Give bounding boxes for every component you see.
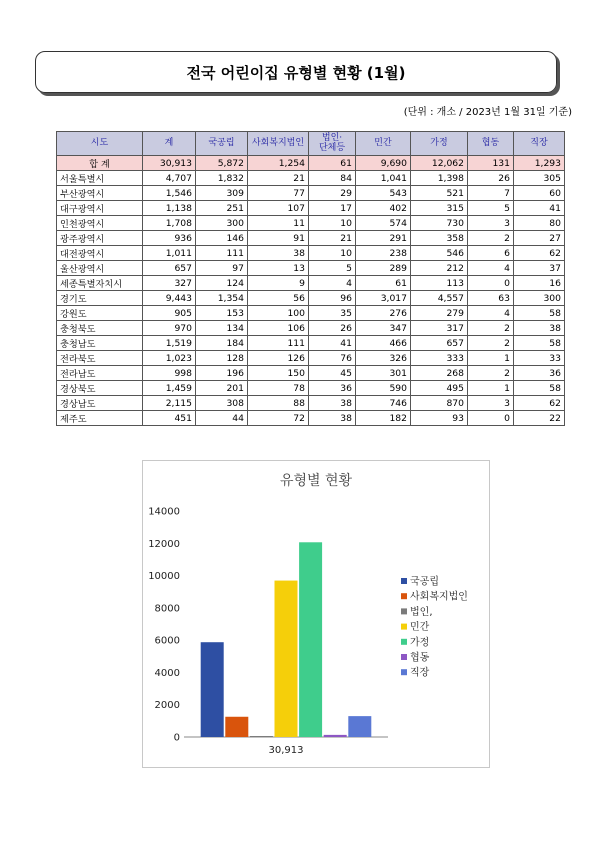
value-cell: 11 [248,216,309,231]
total-label: 합 계 [57,156,143,171]
value-cell: 327 [143,276,196,291]
y-tick-label: 8000 [154,603,180,615]
region-cell: 서울특별시 [57,171,143,186]
value-cell: 27 [514,231,565,246]
value-cell: 347 [356,321,411,336]
legend-label: 사회복지법인 [410,591,468,603]
value-cell: 72 [248,411,309,426]
value-cell: 1,459 [143,381,196,396]
bar-민간 [275,581,298,737]
legend-swatch [401,654,407,660]
bar-chart [143,461,489,767]
value-cell: 17 [309,201,356,216]
value-cell: 0 [468,276,514,291]
legend-label: 국공립 [410,576,439,588]
value-cell: 196 [196,366,248,381]
value-cell: 6 [468,246,514,261]
value-cell: 998 [143,366,196,381]
value-cell: 44 [196,411,248,426]
table-row [57,291,565,306]
value-cell: 4 [468,306,514,321]
total-cell: 30,913 [143,156,196,171]
value-cell: 88 [248,396,309,411]
value-cell: 37 [514,261,565,276]
region-cell: 전라남도 [57,366,143,381]
total-cell: 1,293 [514,156,565,171]
y-tick-label: 6000 [154,635,180,647]
value-cell: 279 [411,306,468,321]
value-cell: 495 [411,381,468,396]
value-cell: 1,708 [143,216,196,231]
value-cell: 521 [411,186,468,201]
value-cell: 358 [411,231,468,246]
value-cell: 301 [356,366,411,381]
table-row [57,321,565,336]
value-cell: 146 [196,231,248,246]
value-cell: 29 [309,186,356,201]
table-row [57,381,565,396]
legend-swatch [401,608,407,614]
value-cell: 315 [411,201,468,216]
table-row [57,366,565,381]
value-cell: 13 [248,261,309,276]
page-title-box [35,51,557,93]
value-cell: 1,138 [143,201,196,216]
region-cell: 충청남도 [57,336,143,351]
value-cell: 7 [468,186,514,201]
table-row [57,336,565,351]
value-cell: 268 [411,366,468,381]
value-cell: 93 [411,411,468,426]
value-cell: 113 [411,276,468,291]
value-cell: 80 [514,216,565,231]
value-cell: 35 [309,306,356,321]
value-cell: 543 [356,186,411,201]
value-cell: 1 [468,381,514,396]
value-cell: 124 [196,276,248,291]
value-cell: 150 [248,366,309,381]
value-cell: 10 [309,246,356,261]
total-cell: 61 [309,156,356,171]
total-cell: 1,254 [248,156,309,171]
value-cell: 111 [196,246,248,261]
value-cell: 309 [196,186,248,201]
value-cell: 21 [309,231,356,246]
value-cell: 38 [514,321,565,336]
y-tick-label: 14000 [148,506,180,518]
value-cell: 905 [143,306,196,321]
bar-가정 [299,542,322,737]
value-cell: 5 [309,261,356,276]
value-cell: 58 [514,306,565,321]
value-cell: 134 [196,321,248,336]
table-row [57,216,565,231]
value-cell: 1,011 [143,246,196,261]
legend-label: 법인, [410,606,433,618]
y-tick-label: 0 [173,732,180,744]
value-cell: 4 [468,261,514,276]
value-cell: 1,354 [196,291,248,306]
legend-swatch [401,578,407,584]
bar-국공립 [201,642,224,737]
value-cell: 9 [248,276,309,291]
total-cell: 131 [468,156,514,171]
legend-swatch [401,639,407,645]
x-category-label: 30,913 [268,745,304,756]
value-cell: 1,023 [143,351,196,366]
column-header: 직장 [514,132,565,156]
value-cell: 2 [468,366,514,381]
value-cell: 3,017 [356,291,411,306]
table-row [57,351,565,366]
value-cell: 0 [468,411,514,426]
value-cell: 58 [514,336,565,351]
bar-법인, [250,736,273,737]
value-cell: 26 [468,171,514,186]
value-cell: 128 [196,351,248,366]
value-cell: 63 [468,291,514,306]
value-cell: 300 [514,291,565,306]
value-cell: 1,519 [143,336,196,351]
value-cell: 326 [356,351,411,366]
value-cell: 36 [514,366,565,381]
value-cell: 62 [514,246,565,261]
column-header: 법인· 단체등 [309,132,356,156]
value-cell: 41 [309,336,356,351]
value-cell: 4,707 [143,171,196,186]
table-row [57,171,565,186]
value-cell: 84 [309,171,356,186]
value-cell: 251 [196,201,248,216]
region-cell: 광주광역시 [57,231,143,246]
region-cell: 대구광역시 [57,201,143,216]
value-cell: 3 [468,216,514,231]
chart-panel [142,460,490,768]
region-cell: 부산광역시 [57,186,143,201]
value-cell: 3 [468,396,514,411]
value-cell: 16 [514,276,565,291]
y-tick-label: 12000 [148,538,180,550]
value-cell: 590 [356,381,411,396]
value-cell: 182 [356,411,411,426]
value-cell: 96 [309,291,356,306]
value-cell: 10 [309,216,356,231]
table-row [57,231,565,246]
value-cell: 2 [468,336,514,351]
value-cell: 26 [309,321,356,336]
value-cell: 97 [196,261,248,276]
value-cell: 305 [514,171,565,186]
value-cell: 2,115 [143,396,196,411]
legend-swatch [401,593,407,599]
region-cell: 울산광역시 [57,261,143,276]
column-header: 국공립 [196,132,248,156]
value-cell: 212 [411,261,468,276]
value-cell: 21 [248,171,309,186]
value-cell: 153 [196,306,248,321]
value-cell: 5 [468,201,514,216]
value-cell: 1,832 [196,171,248,186]
legend-label: 가정 [410,637,430,649]
region-cell: 강원도 [57,306,143,321]
value-cell: 1,041 [356,171,411,186]
y-tick-label: 2000 [154,700,180,712]
value-cell: 730 [411,216,468,231]
value-cell: 107 [248,201,309,216]
table-row [57,306,565,321]
value-cell: 58 [514,381,565,396]
unit-note: (단위 : 개소 / 2023년 1월 31일 기준) [403,107,572,118]
value-cell: 56 [248,291,309,306]
region-cell: 경상북도 [57,381,143,396]
value-cell: 62 [514,396,565,411]
value-cell: 126 [248,351,309,366]
y-tick-label: 10000 [148,571,180,583]
legend-swatch [401,669,407,675]
value-cell: 38 [309,396,356,411]
value-cell: 184 [196,336,248,351]
value-cell: 9,443 [143,291,196,306]
value-cell: 38 [309,411,356,426]
value-cell: 936 [143,231,196,246]
region-cell: 경기도 [57,291,143,306]
region-cell: 제주도 [57,411,143,426]
value-cell: 657 [411,336,468,351]
legend-label: 협동 [410,652,430,664]
value-cell: 1,546 [143,186,196,201]
bar-직장 [348,716,371,737]
total-cell: 12,062 [411,156,468,171]
column-header: 계 [143,132,196,156]
value-cell: 2 [468,321,514,336]
table-row [57,246,565,261]
legend-label: 직장 [410,667,430,679]
bar-사회복지법인 [225,717,248,737]
y-tick-label: 4000 [154,667,180,679]
value-cell: 402 [356,201,411,216]
value-cell: 289 [356,261,411,276]
value-cell: 2 [468,231,514,246]
value-cell: 111 [248,336,309,351]
value-cell: 300 [196,216,248,231]
value-cell: 276 [356,306,411,321]
total-cell: 9,690 [356,156,411,171]
page-title: 전국 어린이집 유형별 현황 (1월) [186,63,406,82]
value-cell: 45 [309,366,356,381]
daycare-stats-table [56,131,565,426]
value-cell: 4,557 [411,291,468,306]
value-cell: 4 [309,276,356,291]
value-cell: 201 [196,381,248,396]
table-row [57,276,565,291]
table-row [57,396,565,411]
bar-협동 [324,735,347,737]
column-header: 가정 [411,132,468,156]
total-cell: 5,872 [196,156,248,171]
value-cell: 291 [356,231,411,246]
value-cell: 466 [356,336,411,351]
region-cell: 경상남도 [57,396,143,411]
value-cell: 77 [248,186,309,201]
value-cell: 746 [356,396,411,411]
table-header-row [57,132,565,156]
value-cell: 22 [514,411,565,426]
region-cell: 전라북도 [57,351,143,366]
value-cell: 333 [411,351,468,366]
value-cell: 970 [143,321,196,336]
value-cell: 78 [248,381,309,396]
table-row [57,186,565,201]
value-cell: 870 [411,396,468,411]
value-cell: 41 [514,201,565,216]
legend-label: 민간 [410,622,430,634]
value-cell: 60 [514,186,565,201]
value-cell: 38 [248,246,309,261]
value-cell: 106 [248,321,309,336]
value-cell: 1 [468,351,514,366]
value-cell: 238 [356,246,411,261]
value-cell: 308 [196,396,248,411]
value-cell: 100 [248,306,309,321]
value-cell: 317 [411,321,468,336]
table-row [57,411,565,426]
region-cell: 인천광역시 [57,216,143,231]
value-cell: 657 [143,261,196,276]
region-cell: 충청북도 [57,321,143,336]
value-cell: 61 [356,276,411,291]
table-row [57,201,565,216]
column-header: 사회복지법인 [248,132,309,156]
column-header: 민간 [356,132,411,156]
table-row [57,261,565,276]
value-cell: 36 [309,381,356,396]
value-cell: 33 [514,351,565,366]
value-cell: 574 [356,216,411,231]
chart-title: 유형별 현황 [279,473,353,489]
value-cell: 546 [411,246,468,261]
value-cell: 1,398 [411,171,468,186]
total-row [57,156,565,171]
value-cell: 76 [309,351,356,366]
column-header: 협동 [468,132,514,156]
region-cell: 대전광역시 [57,246,143,261]
region-cell: 세종특별자치시 [57,276,143,291]
column-header: 시도 [57,132,143,156]
value-cell: 451 [143,411,196,426]
value-cell: 91 [248,231,309,246]
legend-swatch [401,624,407,630]
